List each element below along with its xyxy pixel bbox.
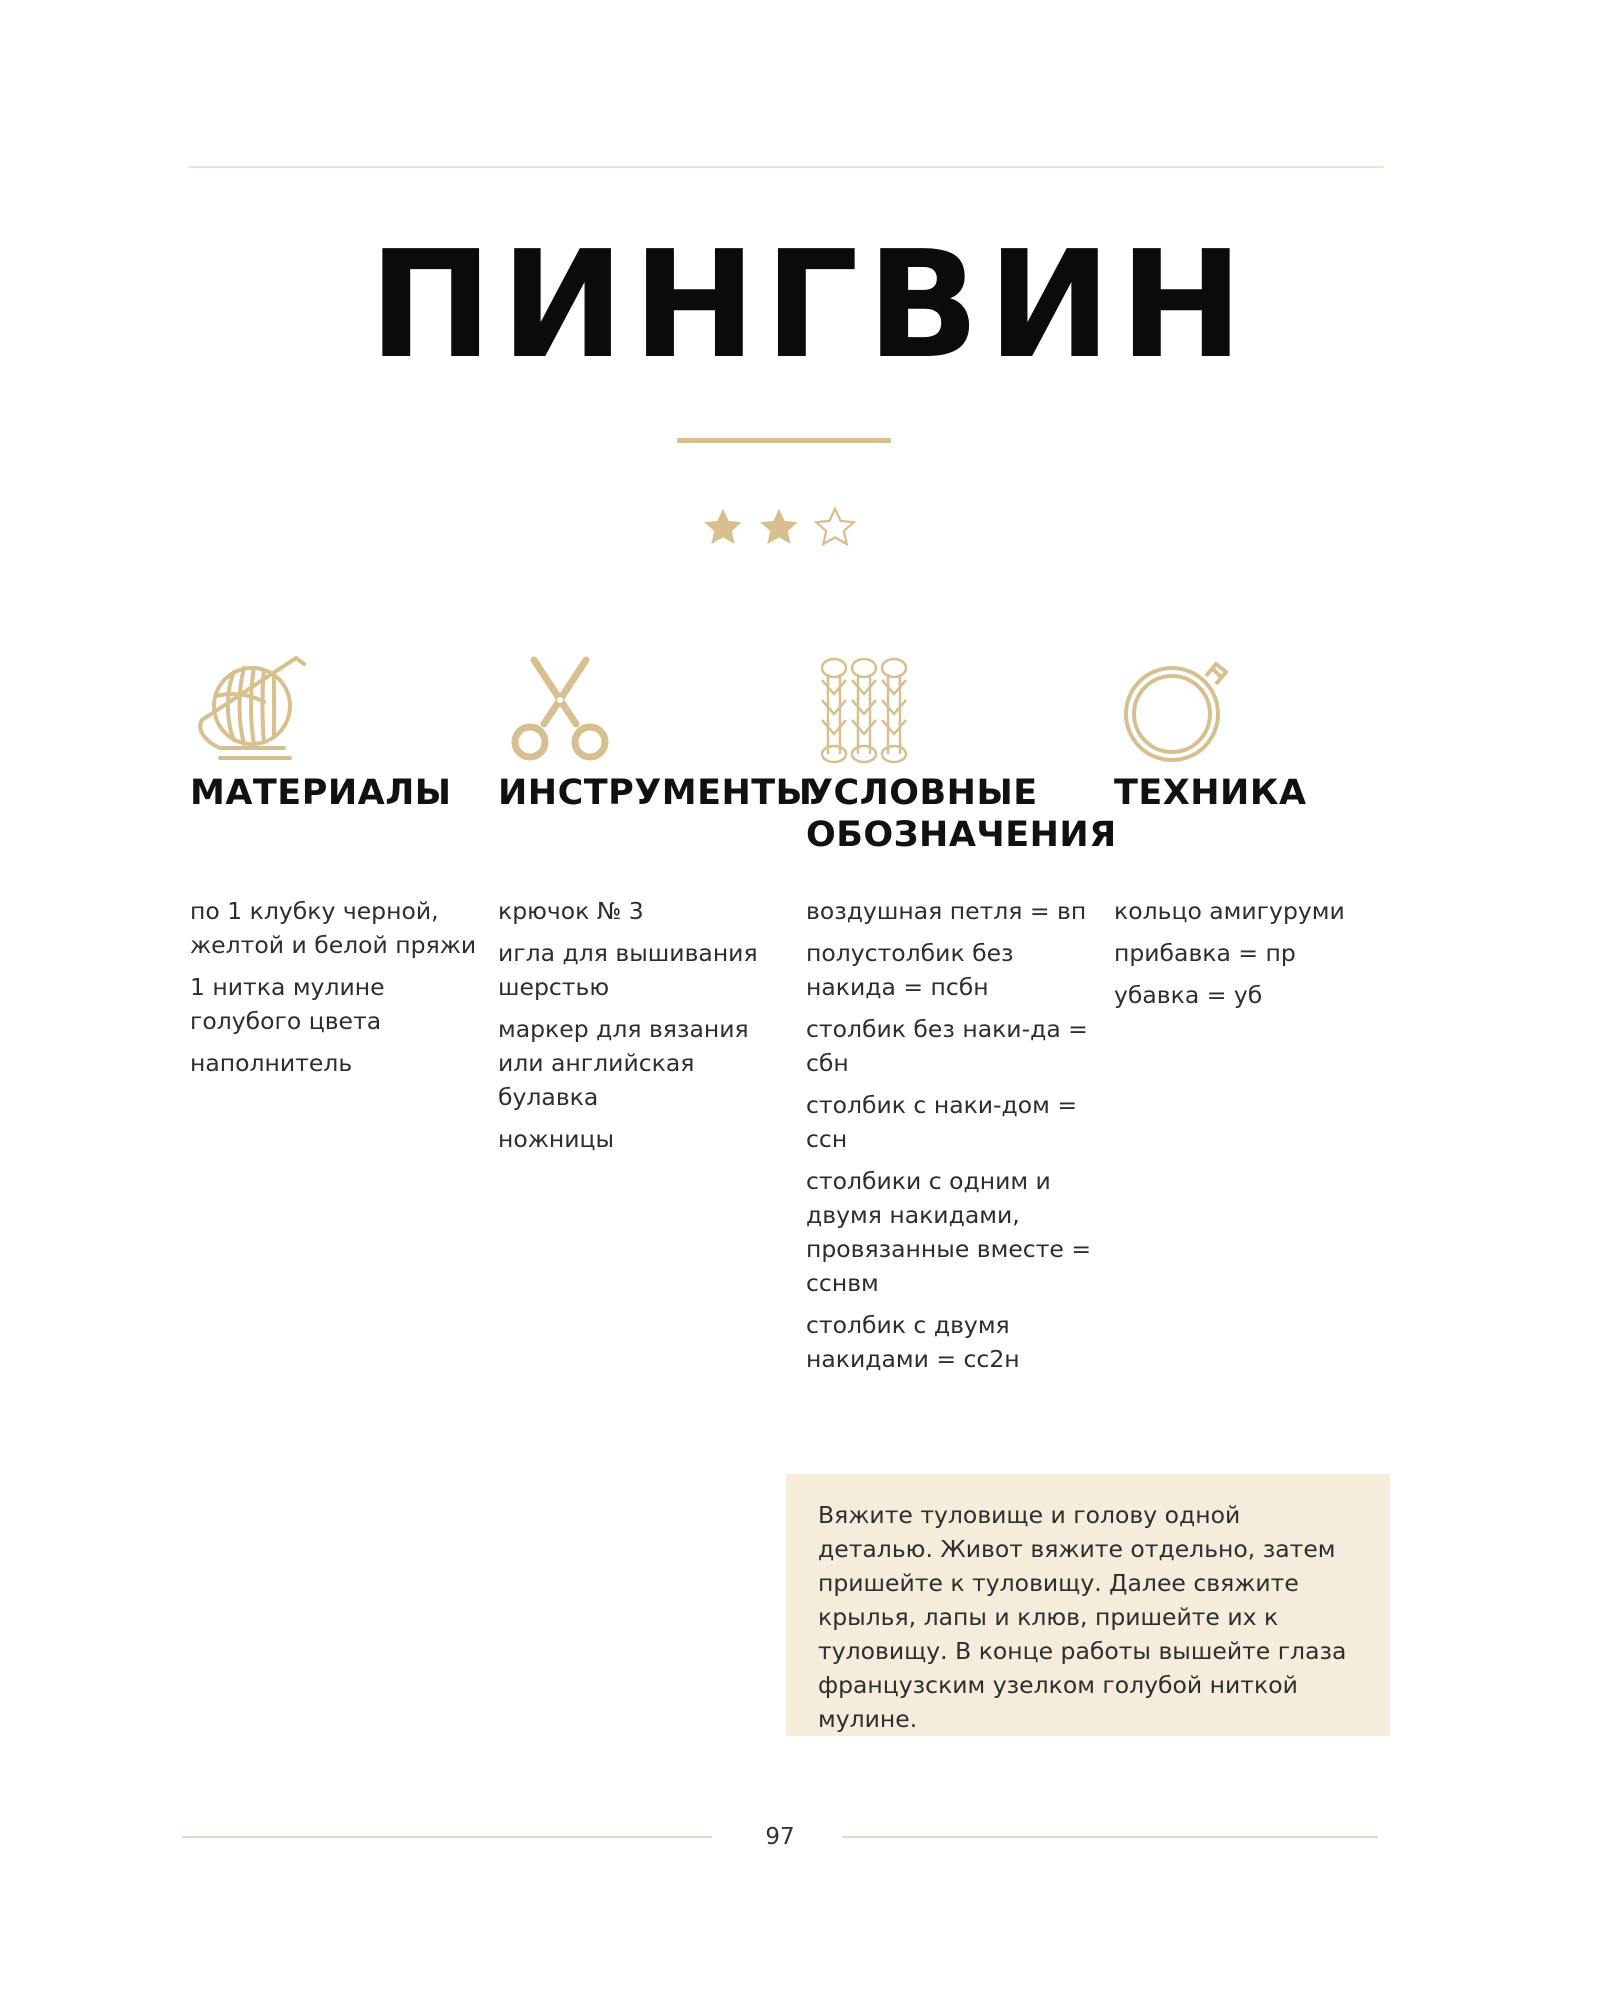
technique-list	[1114, 894, 1404, 1012]
star-empty-icon	[812, 504, 858, 550]
materials-heading: МАТЕРИАЛЫ	[190, 773, 452, 813]
list-item: по 1 клубку черной, желтой и белой пряжи	[190, 897, 477, 959]
yarn-ball-icon	[192, 650, 312, 770]
star-filled-icon	[700, 504, 746, 550]
abbreviations-heading: УСЛОВНЫЕ ОБОЗНАЧЕНИЯ	[806, 773, 1117, 855]
list-item: 1 нитка мулине голубого цвета	[190, 973, 385, 1035]
list-item: столбик без наки-да = сбн	[806, 1015, 1088, 1077]
list-item: убавка = уб	[1114, 981, 1263, 1009]
difficulty-rating	[700, 504, 880, 556]
note-text: Вяжите туловище и голову одной деталью. Живот вяжите отдельно, затем пришейте к туловищу. Далее свяжите крылья, лапы и клюв, пришейте их к туловищу. В конце работы вышейте глаза французским узелком голубой ниткой мулине.	[818, 1501, 1347, 1733]
list-item: столбик с двумя накидами = сс2н	[806, 1311, 1020, 1373]
list-item: наполнитель	[190, 1049, 353, 1077]
list-item: воздушная петля = вп	[806, 897, 1087, 925]
list-item: крючок № 3	[498, 897, 644, 925]
amigurumi-ring-icon	[1116, 650, 1236, 770]
list-item: ножницы	[498, 1125, 615, 1153]
list-item: кольцо амигуруми	[1114, 897, 1345, 925]
materials-column	[190, 650, 480, 1088]
knit-stitches-icon	[808, 650, 928, 770]
list-item: прибавка = пр	[1114, 939, 1296, 967]
abbreviations-list	[806, 894, 1096, 1376]
technique-column	[1114, 650, 1404, 1020]
page-title: ПИНГВИН	[368, 219, 1252, 391]
abbreviations-column	[806, 650, 1117, 1384]
list-item: столбики с одним и двумя накидами, провязанные вместе = сснвм	[806, 1167, 1092, 1297]
list-item: столбик с наки-дом = ссн	[806, 1091, 1078, 1153]
list-item: маркер для вязания или английская булавка	[498, 1015, 749, 1111]
instructions-note	[786, 1474, 1390, 1736]
tools-list	[498, 894, 788, 1156]
tools-heading: ИНСТРУМЕНТЫ	[498, 773, 813, 813]
top-divider	[188, 166, 1384, 168]
list-item: игла для вышивания шерстью	[498, 939, 758, 1001]
list-item: полустолбик без накида = псбн	[806, 939, 1014, 1001]
tools-column	[498, 650, 813, 1164]
star-filled-icon	[756, 504, 802, 550]
footer-divider-right	[842, 1836, 1378, 1838]
title-underline	[677, 438, 891, 443]
technique-heading: ТЕХНИКА	[1114, 773, 1307, 813]
page-number: 97	[765, 1824, 795, 1850]
footer-divider-left	[182, 1836, 712, 1838]
scissors-icon	[500, 650, 620, 770]
materials-list	[190, 894, 480, 1080]
